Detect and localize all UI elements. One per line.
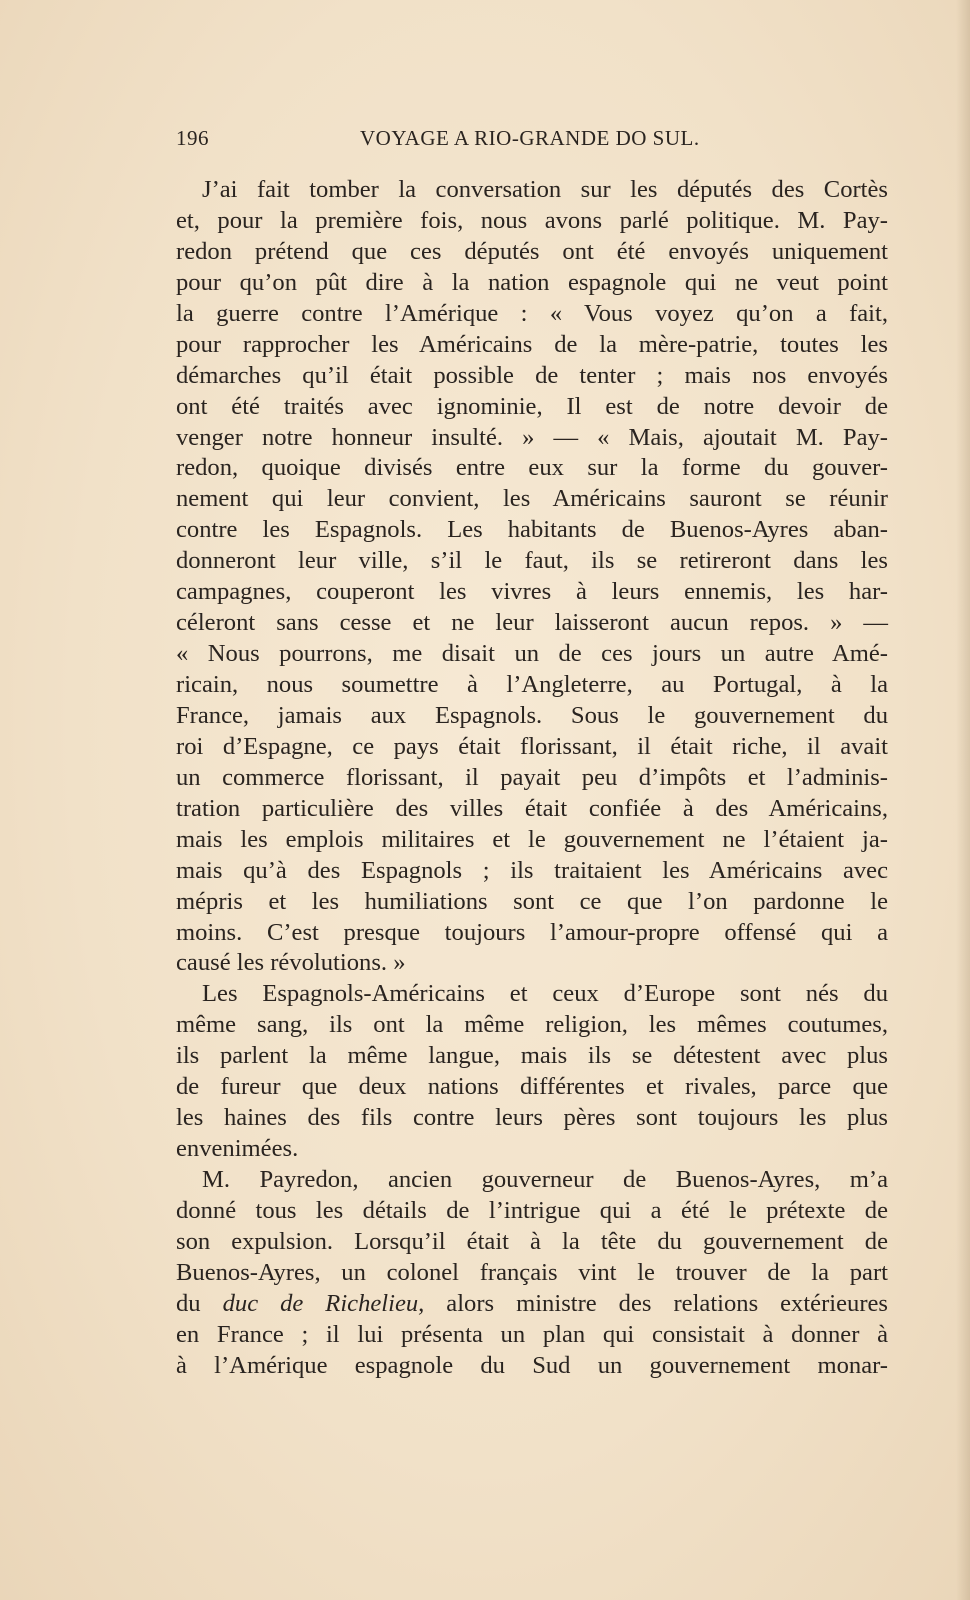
running-title: VOYAGE A RIO-GRANDE DO SUL. [360,126,700,150]
text-line: donneront leur ville, s’il le faut, ils se retireront dans les [176,547,888,575]
text-line: pour rapprocher les Américains de la mère-patrie, toutes les [176,330,888,358]
text-line: un commerce florissant, il payait peu d’impôts et l’adminis- [176,763,888,791]
text-line: tration particulière des villes était confiée à des Américains, [176,794,888,822]
page-edge-shadow [956,0,970,1600]
text-line: pour qu’on pût dire à la nation espagnole qui ne veut point [176,268,888,296]
text-line: J’ai fait tomber la conversation sur les députés des Cortès [202,176,888,203]
text-line: démarches qu’il était possible de tenter ; mais nos envoyés [176,361,888,389]
text-line: mais les emplois militaires et le gouvernement ne l’étaient ja- [176,825,888,853]
text-line: envenimées. [176,1135,299,1163]
page-number: 196 [176,126,209,150]
text-line: mépris et les humiliations sont ce que l’on pardonne le [176,887,888,915]
text-line: ont été traités avec ignominie, Il est de notre devoir de [176,392,888,420]
page-header [176,126,888,156]
text-line: roi d’Espagne, ce pays était florissant, il était riche, il avait [176,732,888,760]
text-line: donné tous les détails de l’intrigue qui a été le prétexte de [176,1196,888,1224]
text-line: en France ; il lui présenta un plan qui consistait à donner à [176,1320,888,1348]
text-line: ricain, nous soumettre à l’Angleterre, au Portugal, à la [176,671,888,698]
text-line: la guerre contre l’Amérique : « Vous voyez qu’on a fait, [176,299,888,327]
text-line-with-italic [176,1289,888,1320]
text-line: M. Payredon, ancien gouverneur de Buenos-Ayres, m’a [202,1166,888,1193]
text-line: causé les révolutions. » [176,949,406,977]
text-line: venger notre honneur insulté. » — « Mais, ajoutait M. Pay- [176,423,888,451]
italic-name: duc de Richelieu, [222,1289,425,1317]
text-line: de fureur que deux nations différentes et rivales, parce que [176,1073,888,1101]
text-line: France, jamais aux Espagnols. Sous le gouvernement du [176,701,888,729]
text-line: nement qui leur convient, les Américains sauront se réunir [176,485,888,513]
text-line: et, pour la première fois, nous avons parlé politique. M. Pay- [176,206,888,234]
text-line: contre les Espagnols. Les habitants de Buenos-Ayres aban- [176,516,888,544]
text-line: campagnes, couperont les vivres à leurs ennemis, les har- [176,578,888,606]
text-line: son expulsion. Lorsqu’il était à la tête du gouvernement de [176,1227,888,1255]
body-text [176,175,888,1382]
text-line: mais qu’à des Espagnols ; ils traitaient les Américains avec [176,856,888,884]
text-line: redon prétend que ces députés ont été envoyés uniquement [176,237,888,265]
text-line: les haines des fils contre leurs pères sont toujours les plus [176,1104,888,1132]
text-line: à l’Amérique espagnole du Sud un gouvernement monar- [176,1351,888,1379]
text-line: Buenos-Ayres, un colonel français vint le trouver de la part [176,1258,888,1286]
text-line: redon, quoique divisés entre eux sur la forme du gouver- [176,454,888,482]
text-line: « Nous pourrons, me disait un de ces jours un autre Amé- [176,640,888,668]
text-line: même sang, ils ont la même religion, les mêmes coutumes, [176,1011,888,1039]
line-start: du [176,1289,223,1317]
text-line: Les Espagnols-Américains et ceux d’Europe sont nés du [202,980,888,1008]
text-line: ils parlent la même langue, mais ils se détestent avec plus [176,1042,888,1070]
text-line: moins. C’est presque toujours l’amour-propre offensé qui a [176,918,888,946]
line-end: alors ministre des relations extérieures [424,1289,889,1317]
text-line: céleront sans cesse et ne leur laisseront aucun repos. » — [176,609,888,637]
